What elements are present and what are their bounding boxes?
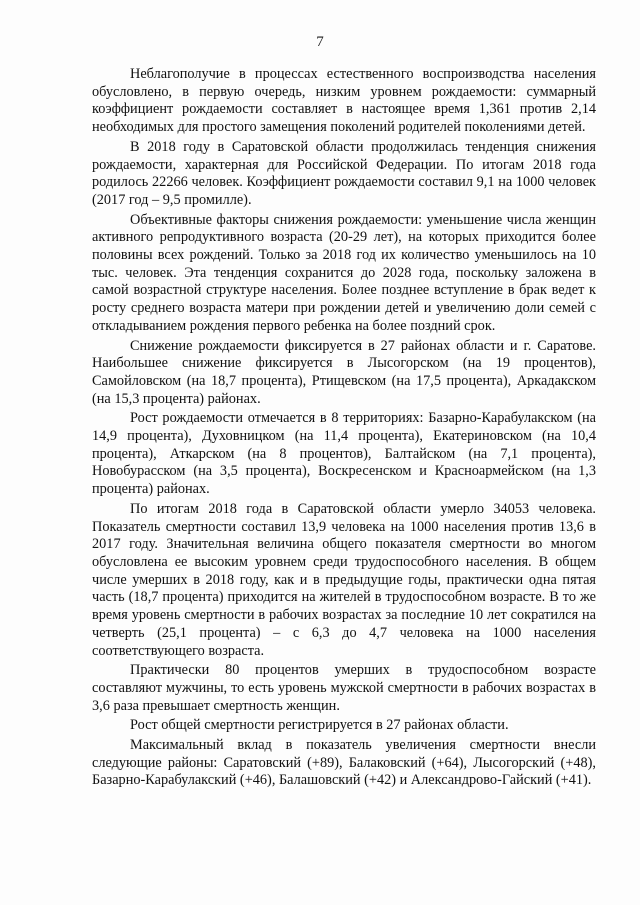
paragraph-mortality-2018: По итогам 2018 года в Саратовской области умерло 34053 человека. Показатель смертности составил 13,9 человека на 1000 населения против 13,6 в 2017 году. Значительная величина общего показателя смертности во многом обусловлена ее высоким уровнем среди трудоспособного населения. В общем числе умерших в 2018 году, как и в предыдущие годы, практически одна пятая часть (18,7 процента) приходится на жителей в трудоспособном возрасте. В то же время уровень смертности в рабочих возрастах за последние 10 лет сократился на четверть (25,1 процента) – с 6,3 до 4,7 человека на 1000 населения соответствующего возраста.	[92, 500, 596, 659]
document-body	[92, 66, 596, 792]
paragraph-birth-decline-districts: Снижение рождаемости фиксируется в 27 районах области и г. Саратове. Наибольшее снижение фиксируется в Лысогорском (на 19 процентов), Самойловском (на 18,7 процента), Ртищевском (на 17,5 процента), Аркадакском (на 15,3 процента) районах.	[92, 337, 596, 407]
paragraph-birth-rate-overview: Неблагополучие в процессах естественного воспроизводства населения обусловлено, в первую очередь, низким уровнем рождаемости: суммарный коэффициент рождаемости составляет в настоящее время 1,361 против 2,14 необходимых для простого замещения поколений родителей поколениями детей.	[92, 66, 596, 136]
paragraph-birth-decline-factors: Объективные факторы снижения рождаемости: уменьшение числа женщин активного репродуктивного возраста (20-29 лет), на которых приходится более половины всех рождений. Только за 2018 год их количество уменьшилось на 10 тыс. человек. Эта тенденция сохранится до 2028 года, поскольку заложена в самой возрастной структуре населения. Более позднее вступление в брак ведет к росту среднего возраста матери при рождении детей и увеличению доли семей с откладыванием рождения первого ребенка на более поздний срок.	[92, 211, 596, 334]
page-number: 7	[316, 34, 324, 50]
paragraph-mortality-growth: Рост общей смертности регистрируется в 27 районах области.	[130, 717, 509, 734]
paragraph-birth-rate-2018: В 2018 году в Саратовской области продолжилась тенденция снижения рождаемости, характерная для Российской Федерации. По итогам 2018 года родилось 22266 человек. Коэффициент рождаемости составил 9,1 на 1000 человек (2017 год – 9,5 промилле).	[92, 138, 596, 208]
paragraph-birth-growth-districts: Рост рождаемости отмечается в 8 территориях: Базарно-Карабулакском (на 14,9 процента), Духовницком (на 11,4 процента), Екатериновском (на 10,4 процента), Аткарском (на 8 процентов), Балтайском (на 7,1 процента), Новобурасском (на 3,5 процента), Воскресенском и Красноармейском (на 1,3 процента) районах.	[92, 410, 596, 498]
paragraph-mortality-districts: Максимальный вклад в показатель увеличения смертности внесли следующие районы: Саратовский (+89), Балаковский (+64), Лысогорский (+48), Базарно-Карабулакский (+46), Балашовский (+42) и Александрово-Гайский (+41).	[92, 737, 596, 789]
paragraph-male-mortality: Практически 80 процентов умерших в трудоспособном возрасте составляют мужчины, то есть уровень мужской смертности в рабочих возрастах в 3,6 раза превышает смертность женщин.	[92, 662, 596, 714]
